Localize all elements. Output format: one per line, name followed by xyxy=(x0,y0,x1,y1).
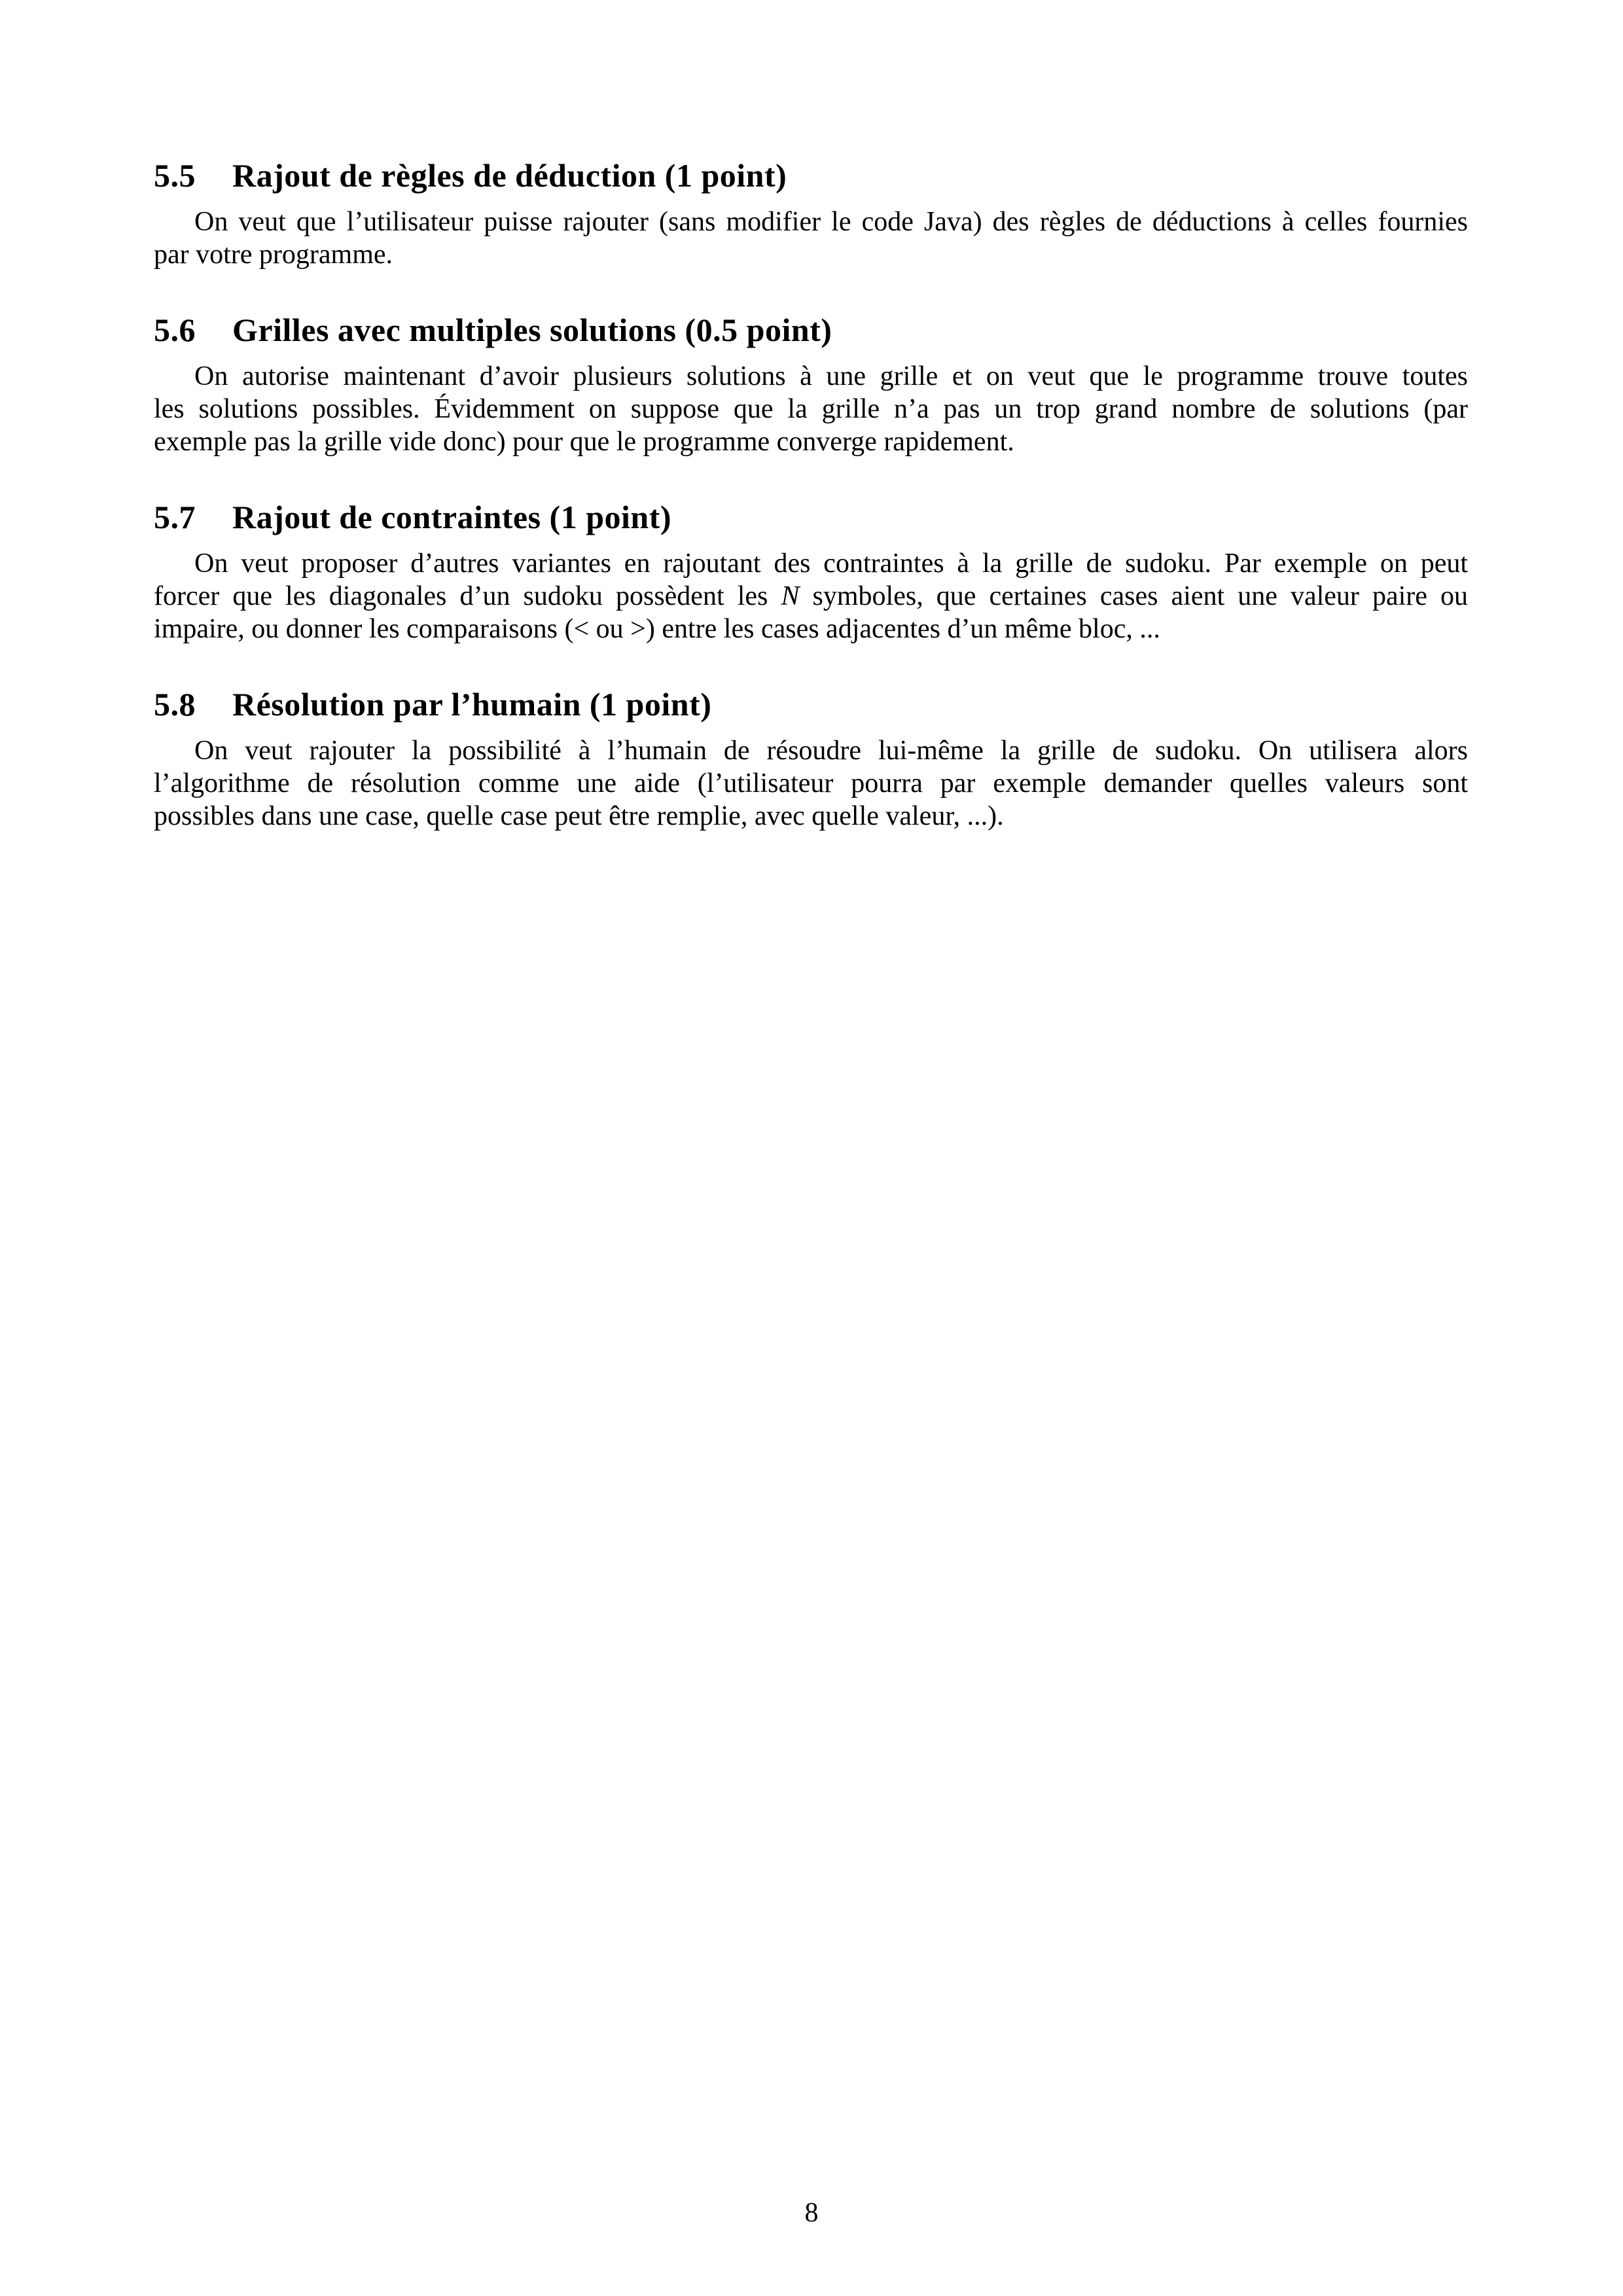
section-heading xyxy=(154,686,1468,723)
paragraph-line: exemple pas la grille vide donc) pour que le programme converge rapidement. xyxy=(154,427,1014,457)
section-5-6 xyxy=(154,312,1468,458)
paragraph-line: par votre programme. xyxy=(154,240,393,270)
paragraph xyxy=(154,360,1468,458)
paragraph-line: les solutions possibles. Évidemment on suppose que la grille n’a pas un trop grand nombre de solutions (par xyxy=(154,394,1468,424)
line-text: forcer que les diagonales d’un sudoku possèdent les xyxy=(154,581,781,611)
paragraph-line: On autorise maintenant d’avoir plusieurs solutions à une grille et on veut que le programme trouve toutes xyxy=(194,361,1468,391)
section-heading xyxy=(154,499,1468,535)
section-heading xyxy=(154,157,1468,194)
section-heading xyxy=(154,312,1468,348)
paragraph-line: On veut que l’utilisateur puisse rajouter (sans modifier le code Java) des règles de déductions à celles fournies xyxy=(194,207,1468,237)
section-5-7 xyxy=(154,499,1468,645)
section-title: Résolution par l’humain (1 point) xyxy=(232,686,712,723)
document-content xyxy=(154,157,1468,833)
section-number: 5.6 xyxy=(154,312,196,348)
section-number: 5.7 xyxy=(154,499,196,535)
paragraph-line: impaire, ou donner les comparaisons (< ou >) entre les cases adjacentes d’un même bloc, ... xyxy=(154,614,1160,644)
section-number: 5.8 xyxy=(154,686,196,723)
section-number: 5.5 xyxy=(154,157,196,194)
section-title: Rajout de contraintes (1 point) xyxy=(232,499,672,535)
section-5-5 xyxy=(154,157,1468,271)
paragraph xyxy=(154,206,1468,271)
paragraph xyxy=(154,547,1468,645)
paragraph-line: l’algorithme de résolution comme une aide (l’utilisateur pourra par exemple demander quelles valeurs sont xyxy=(154,768,1468,798)
math-variable-N: N xyxy=(781,581,800,611)
paragraph-line: On veut proposer d’autres variantes en rajoutant des contraintes à la grille de sudoku. Par exemple on peut xyxy=(194,548,1468,579)
line-text: symboles, que certaines cases aient une valeur paire ou xyxy=(799,581,1468,611)
section-title: Rajout de règles de déduction (1 point) xyxy=(232,157,787,194)
paragraph-line xyxy=(154,580,1468,613)
page-number: 8 xyxy=(804,2198,819,2228)
paragraph-line: possibles dans une case, quelle case peut être remplie, avec quelle valeur, ...). xyxy=(154,801,1004,831)
section-5-8 xyxy=(154,686,1468,833)
section-title: Grilles avec multiples solutions (0.5 point) xyxy=(232,312,832,348)
paragraph-line: On veut rajouter la possibilité à l’humain de résoudre lui-même la grille de sudoku. On utilisera alors xyxy=(194,736,1468,766)
paragraph xyxy=(154,734,1468,833)
